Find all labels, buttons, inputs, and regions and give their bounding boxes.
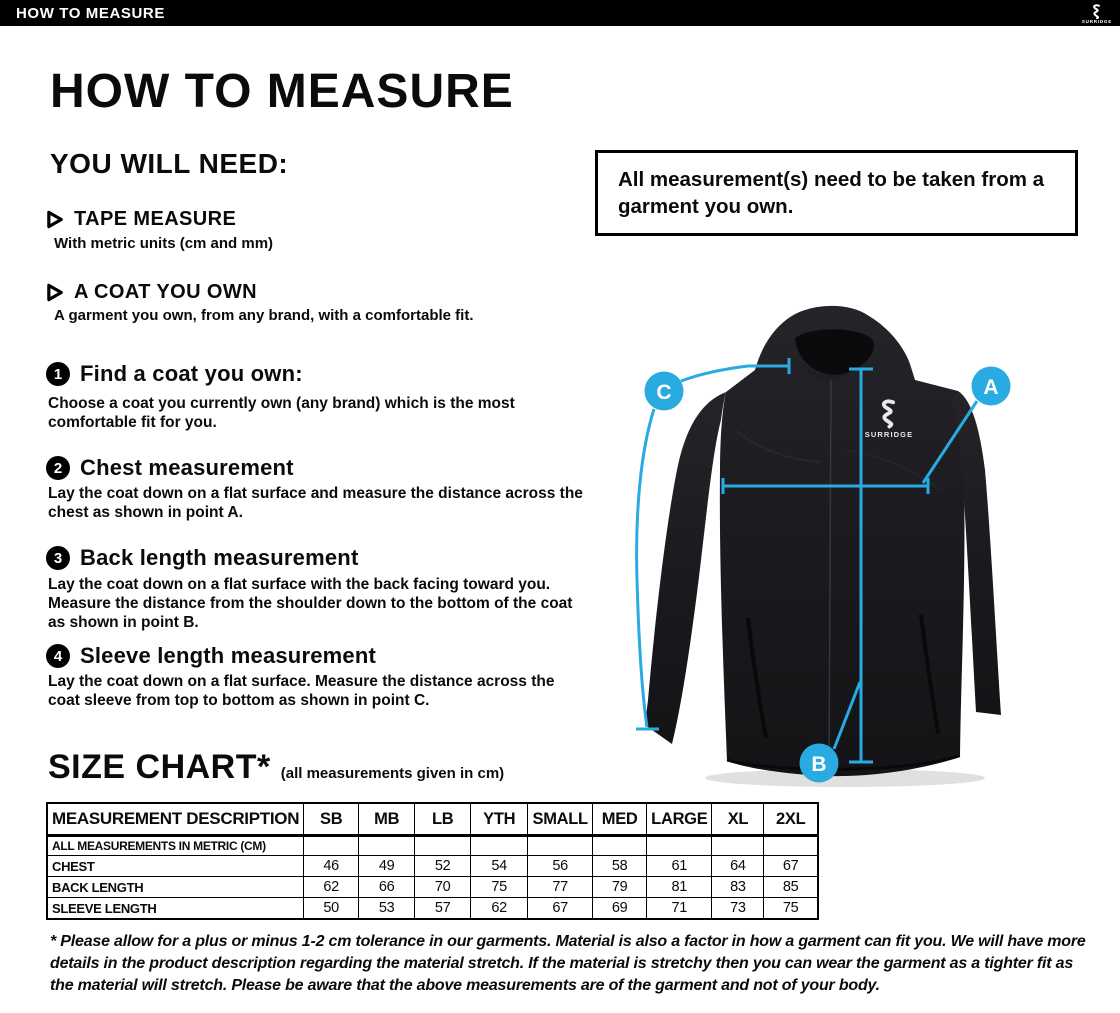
size-chart-row [47, 856, 818, 877]
size-chart-body [47, 836, 818, 920]
size-chart-value-cell: 50 [304, 898, 359, 920]
step-1-description: Choose a coat you currently own (any brand) which is the most comfortable fit for you. [48, 395, 515, 431]
size-chart-value-cell: 67 [528, 898, 593, 920]
need-item-description: A garment you own, from any brand, with a comfortable fit. [54, 307, 474, 324]
marker-c-label: C [656, 381, 672, 404]
size-chart-unit-row [47, 836, 818, 856]
size-chart-value-cell: 69 [593, 898, 647, 920]
step-2-description: Lay the coat down on a flat surface and measure the distance across the chest as shown in point A. [48, 485, 583, 521]
size-chart-value-cell: 67 [764, 856, 818, 877]
size-chart-row [47, 898, 818, 920]
size-chart-subtitle: (all measurements given in cm) [280, 765, 505, 782]
size-chart-value-cell: 61 [647, 856, 712, 877]
size-chart-value-cell: 75 [764, 898, 818, 920]
step-4-description: Lay the coat down on a flat surface. Measure the distance across the coat sleeve from top to bottom as shown in point C. [48, 673, 555, 709]
marker-a-badge [972, 367, 1011, 406]
size-chart-value-cell: 79 [593, 877, 647, 898]
jacket-image [590, 280, 1120, 800]
size-chart-value-cell: 49 [359, 856, 415, 877]
step-number-badge: 4 [46, 644, 70, 668]
size-chart-empty-cell [359, 836, 415, 856]
size-chart-empty-cell [415, 836, 471, 856]
measurement-callout-box: All measurement(s) need to be taken from a garment you own. [595, 150, 1078, 236]
top-bar-title: HOW TO MEASURE [16, 4, 165, 22]
step-number-badge: 1 [46, 362, 70, 386]
size-chart-value-cell: 81 [647, 877, 712, 898]
size-chart-column-header: XL [712, 803, 764, 836]
size-chart-header [47, 803, 818, 836]
size-chart-row-label: BACK LENGTH [47, 877, 304, 898]
you-will-need-heading: YOU WILL NEED: [50, 148, 289, 179]
step-title: Sleeve length measurement [80, 643, 377, 668]
need-item-title: A COAT YOU OWN [74, 281, 258, 303]
surridge-s-icon [1090, 4, 1103, 19]
step-title: Chest measurement [80, 455, 294, 480]
size-chart-value-cell: 71 [647, 898, 712, 920]
size-chart-value-cell: 75 [471, 877, 528, 898]
size-chart-title: SIZE CHART* [48, 748, 271, 786]
size-chart-row-label: CHEST [47, 856, 304, 877]
triangle-bullet-icon [46, 210, 65, 229]
size-chart-value-cell: 62 [471, 898, 528, 920]
size-chart-value-cell: 58 [593, 856, 647, 877]
size-chart-value-cell: 53 [359, 898, 415, 920]
size-chart-empty-cell [712, 836, 764, 856]
size-chart-table [46, 802, 819, 920]
size-chart-column-header: SMALL [528, 803, 593, 836]
size-chart-empty-cell [528, 836, 593, 856]
size-chart-empty-cell [304, 836, 359, 856]
size-chart-row-label: SLEEVE LENGTH [47, 898, 304, 920]
size-chart-column-header: MB [359, 803, 415, 836]
size-chart-column-header: MEASUREMENT DESCRIPTION [47, 803, 304, 836]
size-chart-empty-cell [471, 836, 528, 856]
size-chart-empty-cell [764, 836, 818, 856]
size-chart-column-header: LB [415, 803, 471, 836]
size-chart-value-cell: 62 [304, 877, 359, 898]
triangle-bullet-icon [46, 283, 65, 302]
step-number-badge: 2 [46, 456, 70, 480]
size-chart-value-cell: 52 [415, 856, 471, 877]
size-chart-row [47, 877, 818, 898]
step-title: Back length measurement [80, 545, 359, 570]
size-chart-heading [48, 748, 504, 787]
size-chart-empty-cell [593, 836, 647, 856]
page-title: HOW TO MEASURE [50, 65, 514, 118]
marker-c-badge [645, 372, 684, 411]
size-chart-value-cell: 77 [528, 877, 593, 898]
size-chart-empty-cell [647, 836, 712, 856]
step-3-description: Lay the coat down on a flat surface with the back facing toward you. Measure the distance from the shoulder down to the bottom of the coat as shown in point B. [48, 576, 573, 631]
need-item-description: With metric units (cm and mm) [54, 235, 274, 252]
marker-a-label: A [983, 376, 999, 399]
size-chart-value-cell: 54 [471, 856, 528, 877]
size-chart-column-header: 2XL [764, 803, 818, 836]
size-chart-value-cell: 70 [415, 877, 471, 898]
jacket-logo-wordmark: SURRIDGE [864, 430, 914, 439]
size-chart-unit-label: ALL MEASUREMENTS IN METRIC (CM) [47, 836, 304, 856]
size-chart-value-cell: 56 [528, 856, 593, 877]
step-2-heading [46, 455, 294, 481]
size-chart-column-header: SB [304, 803, 359, 836]
size-chart-value-cell: 85 [764, 877, 818, 898]
step-title: Find a coat you own: [80, 361, 303, 386]
size-chart-value-cell: 64 [712, 856, 764, 877]
jacket-diagram [590, 280, 1120, 800]
surridge-logo [1082, 4, 1120, 24]
step-3-heading [46, 545, 358, 571]
marker-b-label: B [811, 753, 827, 776]
size-chart-value-cell: 73 [712, 898, 764, 920]
need-item-tape-measure [46, 208, 236, 231]
surridge-wordmark: SURRIDGE [1081, 19, 1112, 24]
need-item-title: TAPE MEASURE [74, 208, 237, 230]
size-chart-column-header: LARGE [647, 803, 712, 836]
size-chart-column-header: YTH [471, 803, 528, 836]
size-chart-column-header: MED [593, 803, 647, 836]
marker-b-badge [800, 744, 839, 783]
size-chart-value-cell: 83 [712, 877, 764, 898]
step-4-heading [46, 643, 376, 669]
step-1-heading [46, 361, 303, 387]
top-bar [0, 0, 1120, 26]
need-item-coat [46, 281, 257, 304]
step-number-badge: 3 [46, 546, 70, 570]
size-chart-value-cell: 66 [359, 877, 415, 898]
tolerance-footnote: * Please allow for a plus or minus 1-2 cm tolerance in our garments. Material is also a factor in how a garment can fit you. We will have more details in the product description regarding the material stretch. If the material is stretchy then you can wear the garment as a tighter fit as the material will stretch. Please be aware that the above measurements are of the garment and not of your body. [50, 933, 1086, 994]
size-chart-value-cell: 57 [415, 898, 471, 920]
jacket-left-sleeve [645, 392, 726, 744]
size-chart-value-cell: 46 [304, 856, 359, 877]
